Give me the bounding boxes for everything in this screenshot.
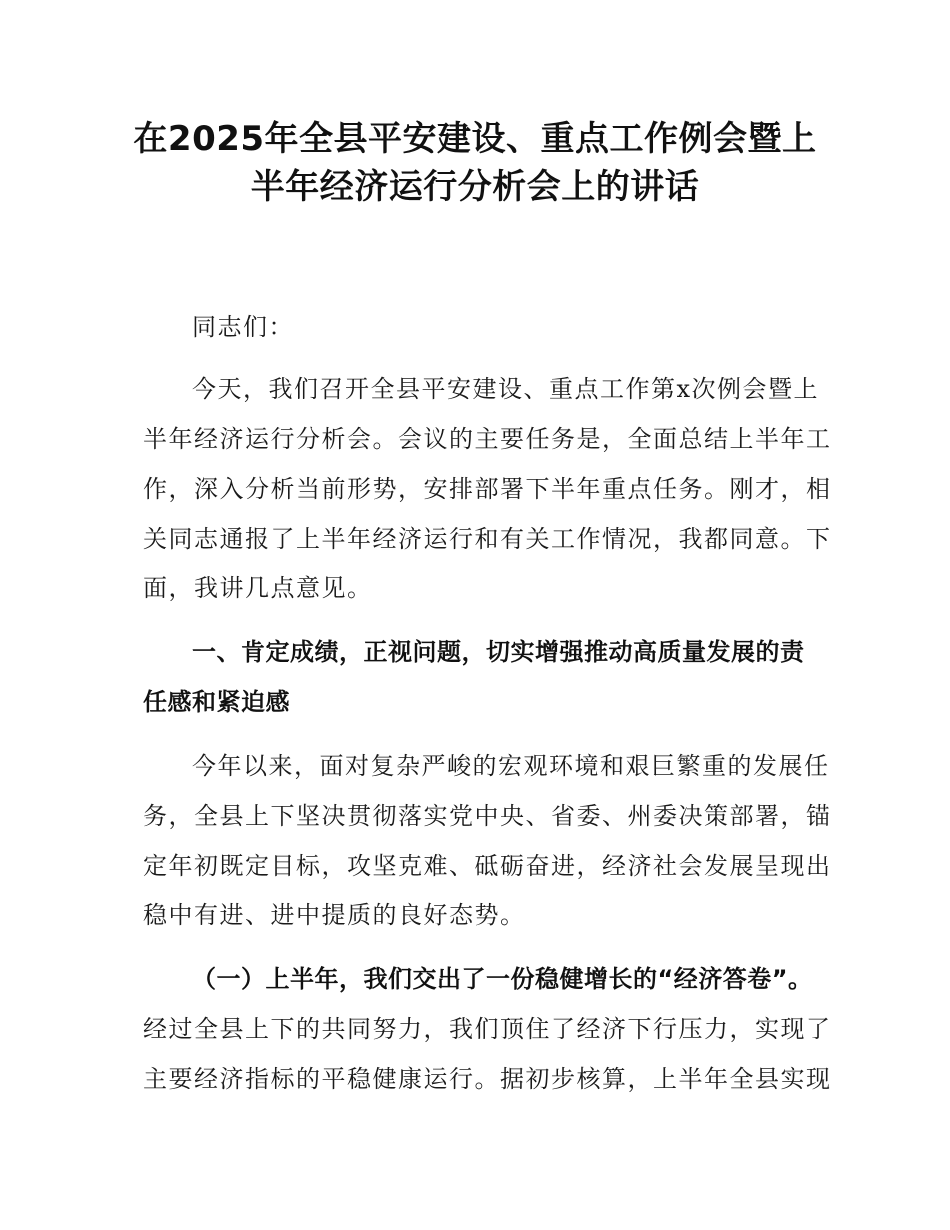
section-heading-line: 任感和紧迫感 <box>143 688 290 716</box>
section-heading-line: 一、肯定成绩，正视问题，切实增强推动高质量发展的责 <box>192 638 805 666</box>
intro-paragraph-line: 面，我讲几点意见。 <box>143 574 373 602</box>
intro-paragraph-line: 今天，我们召开全县平安建设、重点工作第x次例会暨上 <box>192 375 820 403</box>
document-title <box>120 115 830 211</box>
intro-paragraph-line: 半年经济运行分析会。会议的主要任务是，全面总结上半年工 <box>143 425 832 453</box>
subsection-paragraph-line: 主要经济指标的平稳健康运行。据初步核算，上半年全县实现 <box>143 1065 832 1093</box>
intro-paragraph-line: 作，深入分析当前形势，安排部署下半年重点任务。刚才，相 <box>143 475 832 503</box>
section-paragraph-line: 稳中有进、进中提质的良好态势。 <box>143 901 526 929</box>
salutation: 同志们： <box>192 313 294 341</box>
subsection-paragraph-line: 经过全县上下的共同努力，我们顶住了经济下行压力，实现了 <box>143 1015 832 1043</box>
title-line: 半年经济运行分析会上的讲话 <box>250 167 700 207</box>
section-paragraph-line: 今年以来，面对复杂严峻的宏观环境和艰巨繁重的发展任 <box>192 752 830 780</box>
subsection-heading: （一）上半年，我们交出了一份稳健增长的“经济答卷”。 <box>192 965 813 993</box>
title-line: 在2025年全县平安建设、重点工作例会暨上 <box>133 119 817 159</box>
intro-paragraph-line: 关同志通报了上半年经济运行和有关工作情况，我都同意。下 <box>143 525 832 553</box>
section-paragraph-line: 务，全县上下坚决贯彻落实党中央、省委、州委决策部署，锚 <box>143 802 832 830</box>
section-paragraph-line: 定年初既定目标，攻坚克难、砥砺奋进，经济社会发展呈现出 <box>143 852 832 880</box>
